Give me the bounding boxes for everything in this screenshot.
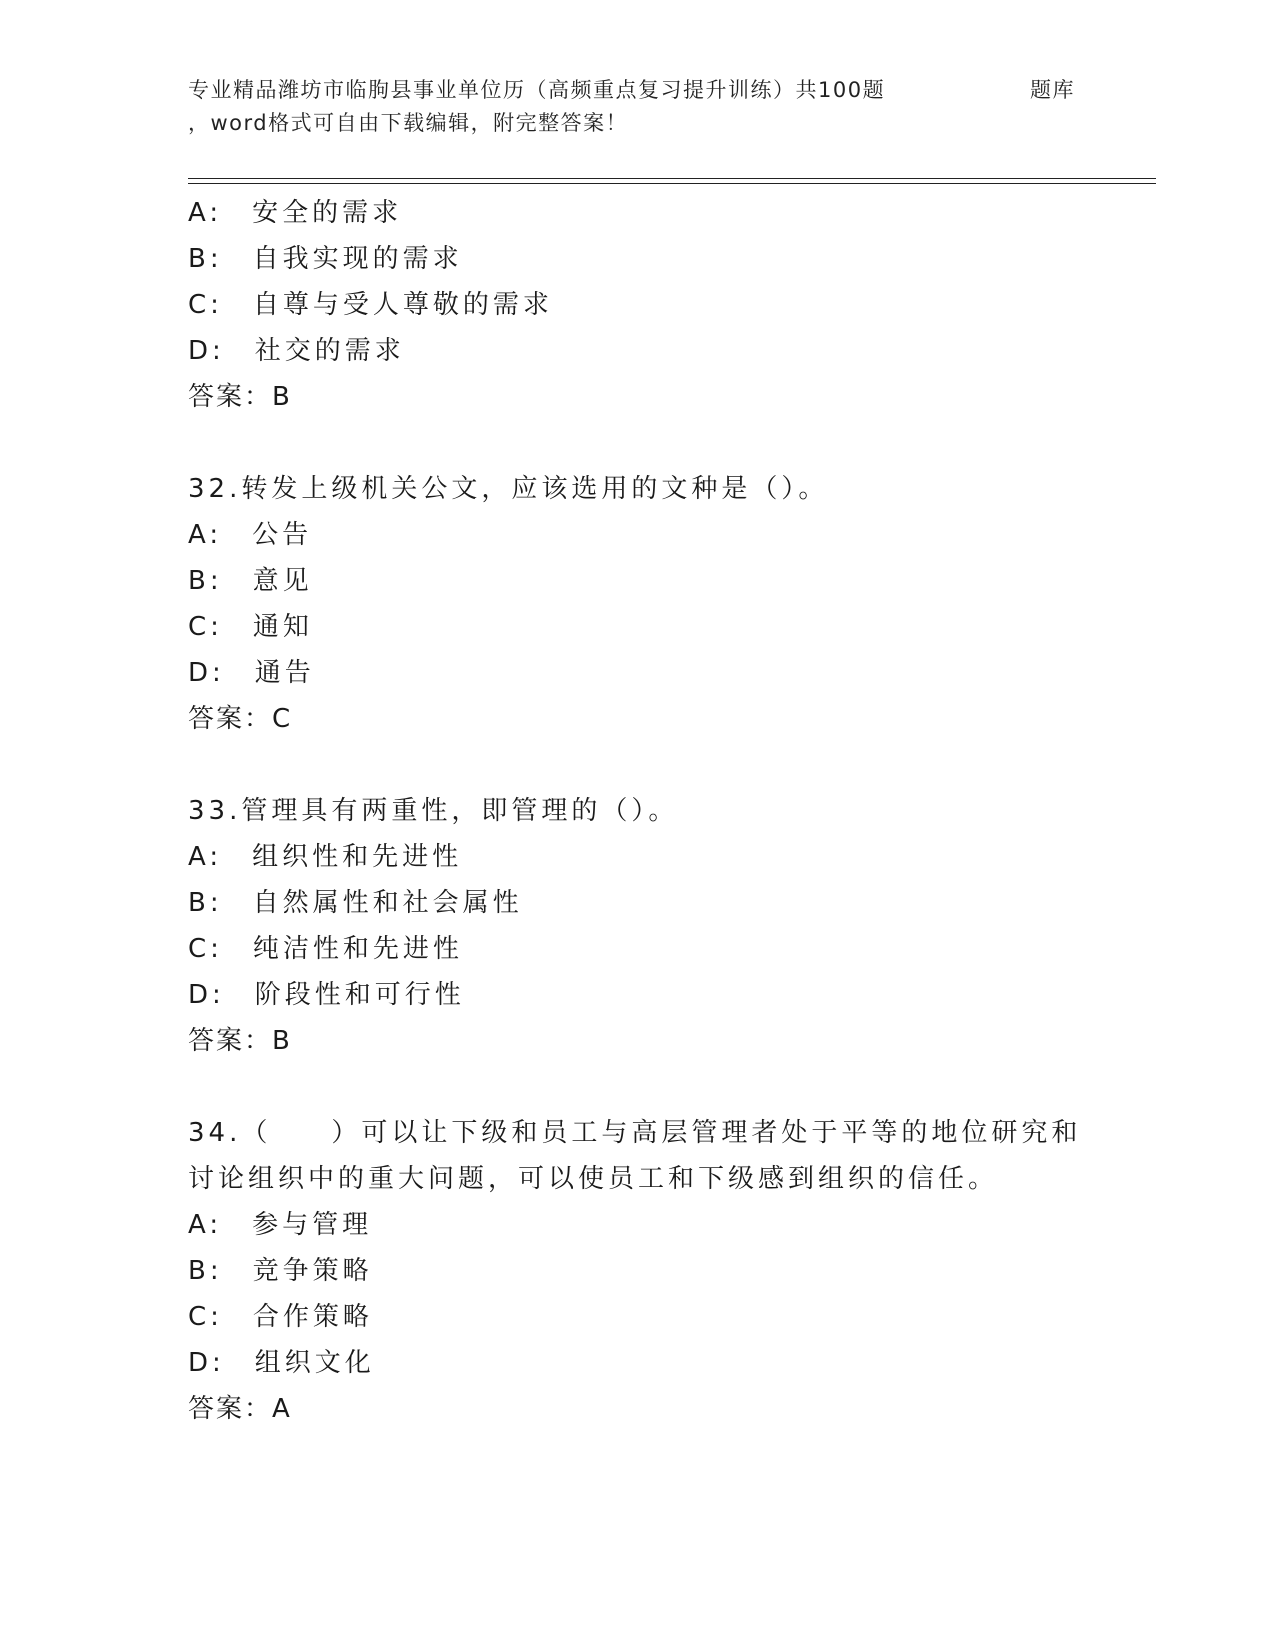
option-d: D: 组织文化 [188, 1348, 375, 1378]
option-a: A: 安全的需求 [188, 198, 403, 228]
answer-label: 答案： [188, 1026, 273, 1056]
answer-line [188, 1018, 1088, 1064]
option-d: D: 阶段性和可行性 [188, 980, 465, 1010]
question-item [188, 466, 1088, 742]
answer-label: 答案： [188, 1394, 273, 1424]
option-d: D: 社交的需求 [188, 336, 405, 366]
question-stem: 33.管理具有两重性，即管理的（）。 [188, 796, 679, 826]
answer-label: 答案： [188, 382, 273, 412]
option-c: C: 自尊与受人尊敬的需求 [188, 290, 553, 320]
page-header [188, 74, 1088, 140]
option-a: A: 组织性和先进性 [188, 842, 463, 872]
answer-line [188, 1386, 1088, 1432]
answer-label: 答案： [188, 704, 273, 734]
header-title-line [188, 74, 1088, 107]
header-title-right: 题库 [1030, 78, 1075, 102]
option-a: A: 公告 [188, 520, 313, 550]
answer-line [188, 696, 1088, 742]
question-item [188, 788, 1088, 1064]
option-c: C: 合作策略 [188, 1302, 373, 1332]
answer-line [188, 374, 1088, 420]
option-c: C: 通知 [188, 612, 313, 642]
answer-value: C [272, 704, 293, 734]
question-stem: 34.（ ）可以让下级和员工与高层管理者处于平等的地位研究和讨论组织中的重大问题，可以使员工和下级感到组织的信任。 [188, 1118, 1082, 1194]
option-b: B: 自我实现的需求 [188, 244, 463, 274]
answer-value: B [272, 1026, 292, 1056]
option-b: B: 意见 [188, 566, 313, 596]
option-b: B: 自然属性和社会属性 [188, 888, 523, 918]
answer-value: B [272, 382, 292, 412]
answer-value: A [272, 1394, 292, 1424]
question-stem: 32.转发上级机关公文，应该选用的文种是（）。 [188, 474, 829, 504]
option-b: B: 竞争策略 [188, 1256, 373, 1286]
question-list [188, 190, 1088, 1432]
header-title: 专业精品潍坊市临朐县事业单位历（高频重点复习提升训练）共100题 [188, 78, 886, 102]
question-item [188, 190, 1088, 420]
option-a: A: 参与管理 [188, 1210, 373, 1240]
option-d: D: 通告 [188, 658, 315, 688]
header-subtitle: ，word格式可自由下载编辑，附完整答案！ [188, 111, 629, 135]
question-item [188, 1110, 1088, 1432]
option-c: C: 纯洁性和先进性 [188, 934, 463, 964]
header-divider [188, 178, 1156, 184]
